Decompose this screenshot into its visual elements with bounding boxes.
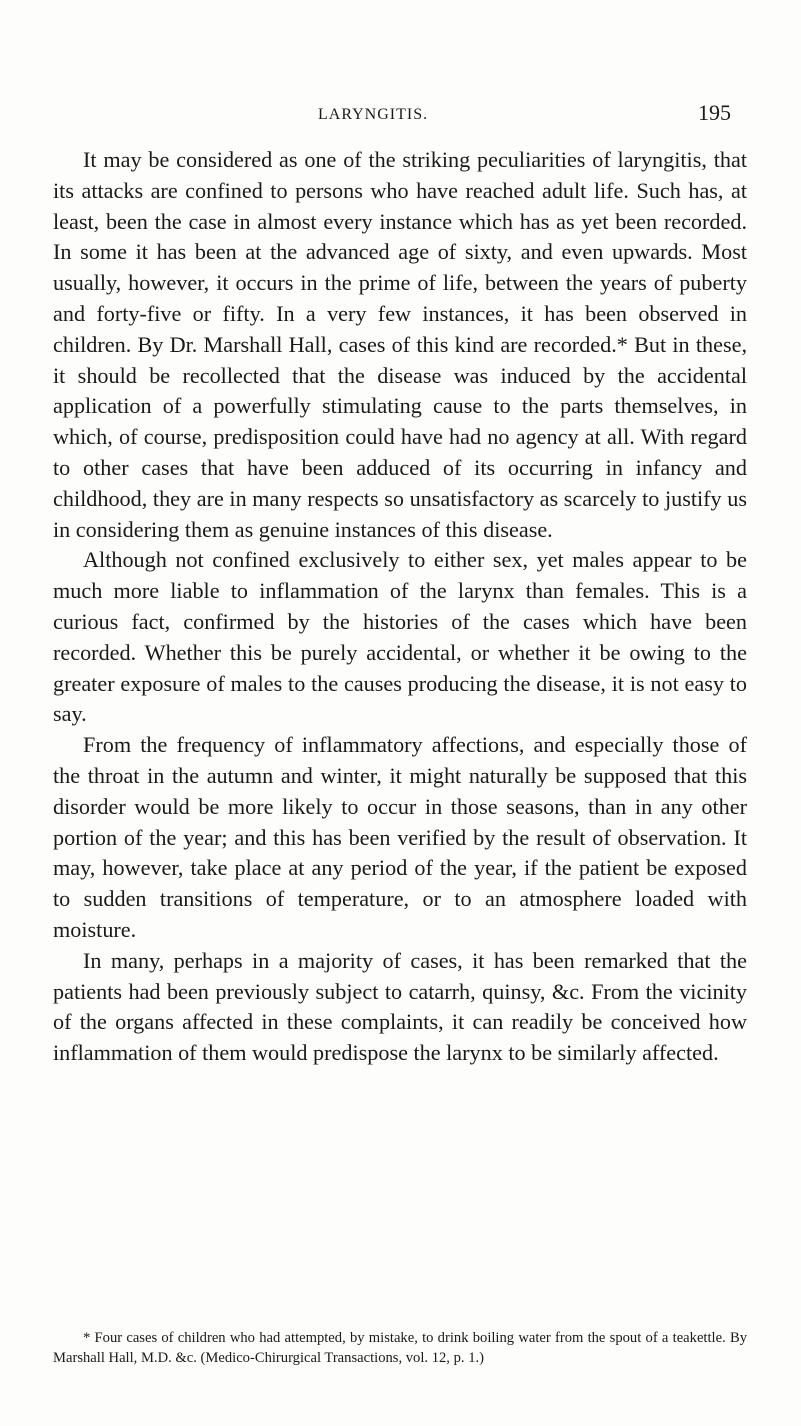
paragraph-sex: Although not confined exclusively to either sex, yet males appear to be much more liable to inflammation of the larynx than females. This is a curious fact, confirmed by the histories of the cases which have been recorded. Whether this be purely accidental, or whether it be owing to the greater exposure of males to the causes producing the disease, it is not easy to say. xyxy=(53,547,747,727)
paragraph-season: From the frequency of inflammatory affections, and especially those of the throat in the autumn and winter, it might naturally be supposed that this disorder would be more likely to occur in those seasons, than in any other portion of the year; and this has been verified by the result of observation. It may, however, take place at any period of the year, if the patient be exposed to sudden transitions of temperature, or to an atmosphere loaded with moisture. xyxy=(53,732,747,942)
page-number: 195 xyxy=(698,100,731,125)
footnote xyxy=(53,1328,747,1368)
footnote-text: * Four cases of children who had attempted, by mistake, to drink boiling water from the spout of a teakettle. By Marshall Hall, M.D. &c. (Medico-Chirurgical Transactions, vol. 12, p. 1.) xyxy=(53,1330,747,1366)
running-head xyxy=(0,100,801,130)
body-text xyxy=(53,145,747,1069)
paragraph-predisposition: In many, perhaps in a majority of cases, it has been remarked that the patients had been previously subject to catarrh, quinsy, &c. From the vicinity of the organs affected in these complaints, it can readily be conceived how inflammation of them would predispose the larynx to be similarly affected. xyxy=(53,947,747,1066)
paragraph-age: It may be considered as one of the striking peculiarities of laryngitis, that its attacks are confined to persons who have reached adult life. Such has, at least, been the case in almost every instance which has as yet been recorded. In some it has been at the advanced age of sixty, and even upwards. Most usually, however, it occurs in the prime of life, between the years of puberty and forty-five or fifty. In a very few instances, it has been observed in children. By Dr. Marshall Hall, cases of this kind are recorded.* But in these, it should be recollected that the disease was induced by the accidental application of a powerfully stimulating cause to the parts themselves, in which, of course, predisposition could have had no agency at all. With regard to other cases that have been adduced of its occurring in infancy and childhood, they are in many respects so unsatisfactory as scarcely to justify us in considering them as genuine instances of this disease. xyxy=(53,147,747,542)
running-title: LARYNGITIS. xyxy=(318,106,429,123)
